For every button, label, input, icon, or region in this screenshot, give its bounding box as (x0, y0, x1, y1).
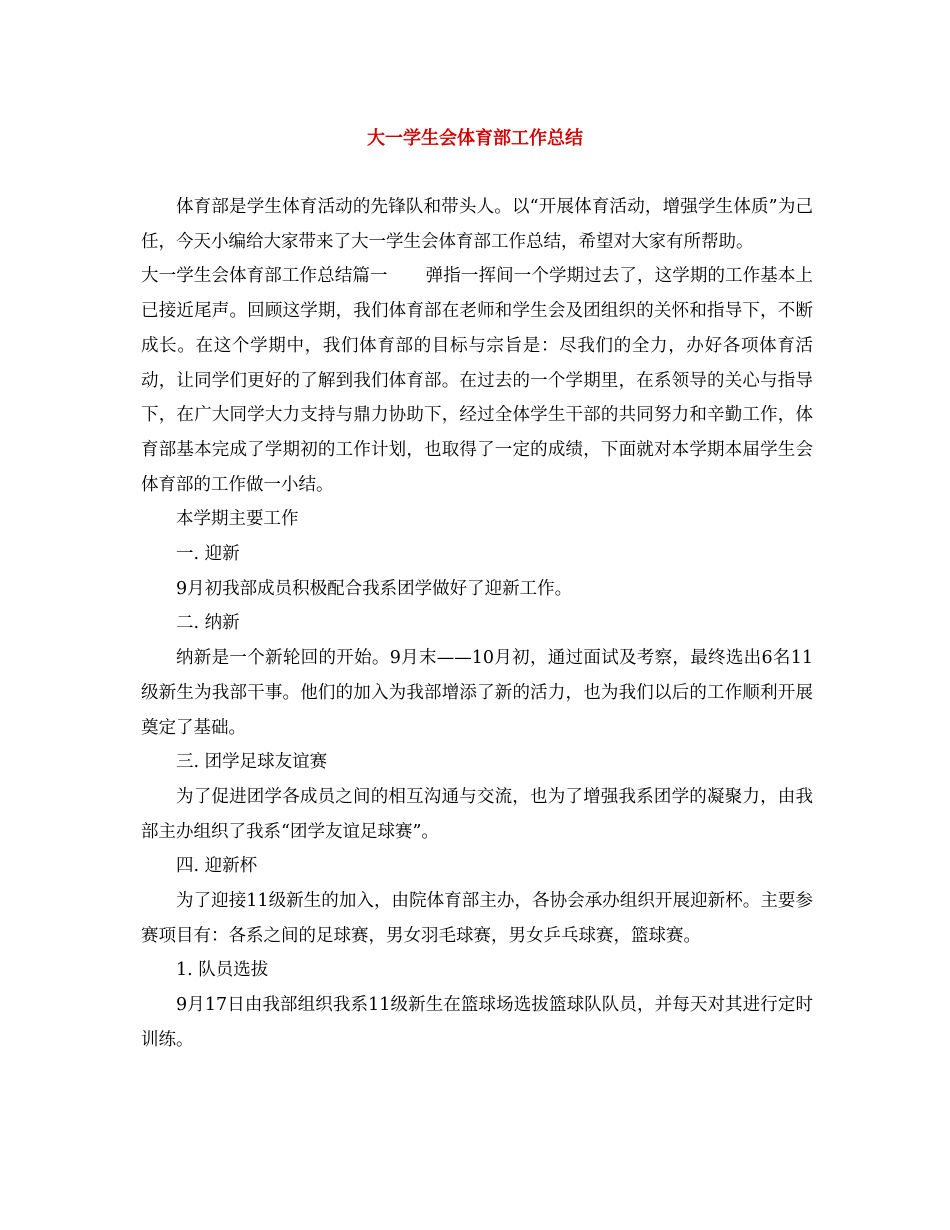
item-3-text: 为了促进团学各成员之间的相互沟通与交流，也为了增强我系团学的凝聚力，由我部主办组织了我系“团学友谊足球赛”。 (141, 786, 813, 842)
sub-item-heading: 1. 队员选拔 (176, 960, 269, 981)
section-paragraph (141, 259, 813, 502)
sub-item-text: 9月17日由我部组织我系11级新生在篮球场选拔篮球队队员，并每天对其进行定时训练。 (141, 995, 813, 1050)
section-title: 大一学生会体育部工作总结篇一 (141, 266, 388, 287)
intro-paragraph: 体育部是学生体育活动的先锋队和带头人。以“开展体育活动，增强学生体质”为己任，今天小编给大家带来了大一学生会体育部工作总结，希望对大家有所帮助。 (141, 197, 813, 252)
item-1-text: 9月初我部成员积极配合我系团学做好了迎新工作。 (176, 578, 573, 599)
item-4-heading: 四. 迎新杯 (176, 856, 258, 877)
item-3-heading: 三. 团学足球友谊赛 (176, 752, 328, 773)
document-body (141, 190, 813, 1058)
item-4-text: 为了迎接11级新生的加入，由院体育部主办，各协会承办组织开展迎新杯。主要参赛项目有：各系之间的足球赛，男女羽毛球赛，男女乒乓球赛，篮球赛。 (141, 891, 813, 946)
section-text: 弹指一挥间一个学期过去了，这学期的工作基本上已接近尾声。回顾这学期，我们体育部在老师和学生会及团组织的关怀和指导下，不断成长。在这个学期中，我们体育部的目标与宗旨是：尽我们的全力，办好各项体育活动，让同学们更好的了解到我们体育部。在过去的一个学期里，在系领导的关心与指导下，在广大同学大力支持与鼎力协助下，经过全体学生干部的共同努力和辛勤工作，体育部基本完成了学期初的工作计划，也取得了一定的成绩，下面就对本学期本届学生会体育部的工作做一小结。 (141, 266, 814, 495)
main-work-heading: 本学期主要工作 (176, 509, 299, 530)
document-title: 大一学生会体育部工作总结 (367, 128, 583, 149)
item-2-text: 纳新是一个新轮回的开始。9月末——10月初，通过面试及考察，最终选出6名11级新生为我部干事。他们的加入为我部增添了新的活力，也为我们以后的工作顺利开展奠定了基础。 (141, 648, 813, 738)
item-1-heading: 一. 迎新 (176, 544, 240, 565)
item-2-heading: 二. 纳新 (176, 613, 240, 634)
